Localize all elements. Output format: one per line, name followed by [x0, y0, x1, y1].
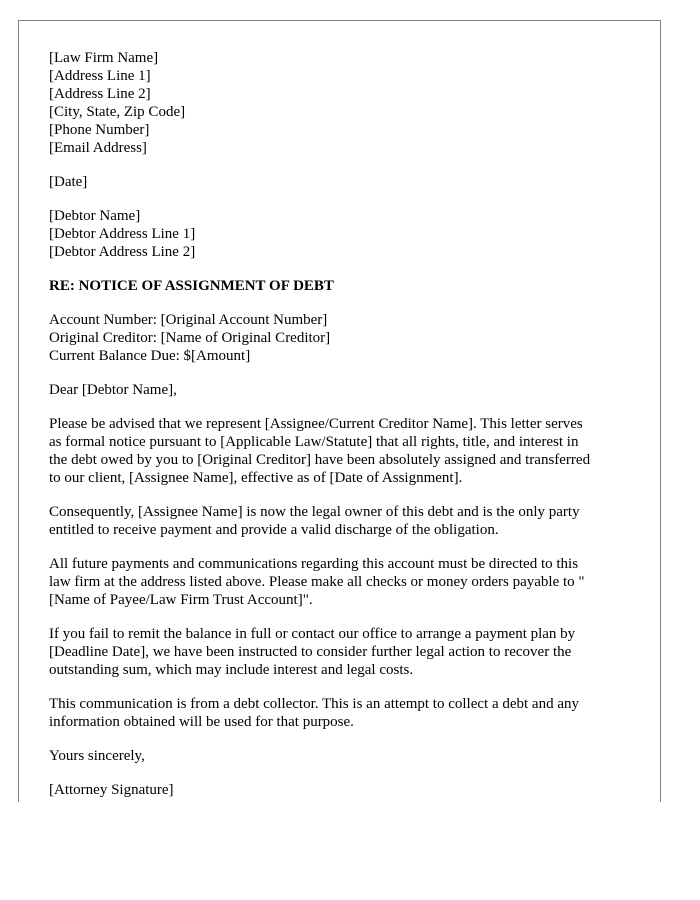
debtor-address-line-2: [Debtor Address Line 2] — [49, 244, 196, 260]
sender-address-line-2: [Address Line 2] — [49, 86, 151, 102]
spacer — [49, 157, 639, 173]
paragraph-line: If you fail to remit the balance in full or contact our office to arrange a payment plan by — [49, 626, 576, 642]
sender-phone: [Phone Number] — [49, 122, 150, 138]
paragraph-line: outstanding sum, which may include interest and legal costs. — [49, 662, 414, 678]
debtor-address-line-1: [Debtor Address Line 1] — [49, 226, 196, 242]
paragraph-notice — [49, 415, 639, 487]
paragraph-legal-action — [49, 625, 639, 679]
signature-text: [Attorney Signature] — [49, 782, 174, 798]
spacer — [49, 765, 639, 781]
balance-due: Current Balance Due: $[Amount] — [49, 348, 251, 364]
closing — [49, 747, 639, 765]
spacer — [49, 399, 639, 415]
sender-address — [49, 49, 639, 157]
sender-city-state-zip: [City, State, Zip Code] — [49, 104, 186, 120]
paragraph-ownership — [49, 503, 639, 539]
account-details — [49, 311, 639, 365]
paragraph-line: [Deadline Date], we have been instructed to consider further legal action to recover the — [49, 644, 572, 660]
spacer — [49, 609, 639, 625]
signature-block — [49, 781, 639, 799]
sender-address-line-1: [Address Line 1] — [49, 68, 151, 84]
spacer — [49, 487, 639, 503]
paragraph-payments — [49, 555, 639, 609]
salutation-text: Dear [Debtor Name], — [49, 382, 177, 398]
paragraph-line: Consequently, [Assignee Name] is now the legal owner of this debt and is the only party — [49, 504, 580, 520]
paragraph-line: the debt owed by you to [Original Creditor] have been absolutely assigned and transferred — [49, 452, 591, 468]
paragraph-line: entitled to receive payment and provide a valid discharge of the obligation. — [49, 522, 499, 538]
spacer — [49, 731, 639, 747]
spacer — [49, 191, 639, 207]
date-text: [Date] — [49, 174, 88, 190]
account-number: Account Number: [Original Account Number] — [49, 312, 328, 328]
paragraph-disclosure — [49, 695, 639, 731]
letter-date — [49, 173, 639, 191]
paragraph-line: [Name of Payee/Law Firm Trust Account]". — [49, 592, 313, 608]
recipient-address — [49, 207, 639, 261]
original-creditor: Original Creditor: [Name of Original Creditor] — [49, 330, 331, 346]
closing-text: Yours sincerely, — [49, 748, 145, 764]
paragraph-line: All future payments and communications regarding this account must be directed to this — [49, 556, 579, 572]
subject-text: RE: NOTICE OF ASSIGNMENT OF DEBT — [49, 278, 334, 294]
spacer — [49, 365, 639, 381]
debtor-name: [Debtor Name] — [49, 208, 141, 224]
letter-body — [49, 49, 639, 799]
paragraph-line: Please be advised that we represent [Assignee/Current Creditor Name]. This letter serves — [49, 416, 583, 432]
paragraph-line: This communication is from a debt collector. This is an attempt to collect a debt and any — [49, 696, 580, 712]
spacer — [49, 261, 639, 277]
paragraph-line: law firm at the address listed above. Please make all checks or money orders payable to " — [49, 574, 585, 590]
paragraph-line: to our client, [Assignee Name], effective as of [Date of Assignment]. — [49, 470, 463, 486]
subject-line — [49, 277, 639, 295]
sender-email: [Email Address] — [49, 140, 147, 156]
salutation — [49, 381, 639, 399]
law-firm-name: [Law Firm Name] — [49, 50, 159, 66]
spacer — [49, 295, 639, 311]
paragraph-line: information obtained will be used for that purpose. — [49, 714, 354, 730]
spacer — [49, 679, 639, 695]
paragraph-line: as formal notice pursuant to [Applicable Law/Statute] that all rights, title, and interest in — [49, 434, 579, 450]
spacer — [49, 539, 639, 555]
letter-page — [18, 20, 661, 802]
